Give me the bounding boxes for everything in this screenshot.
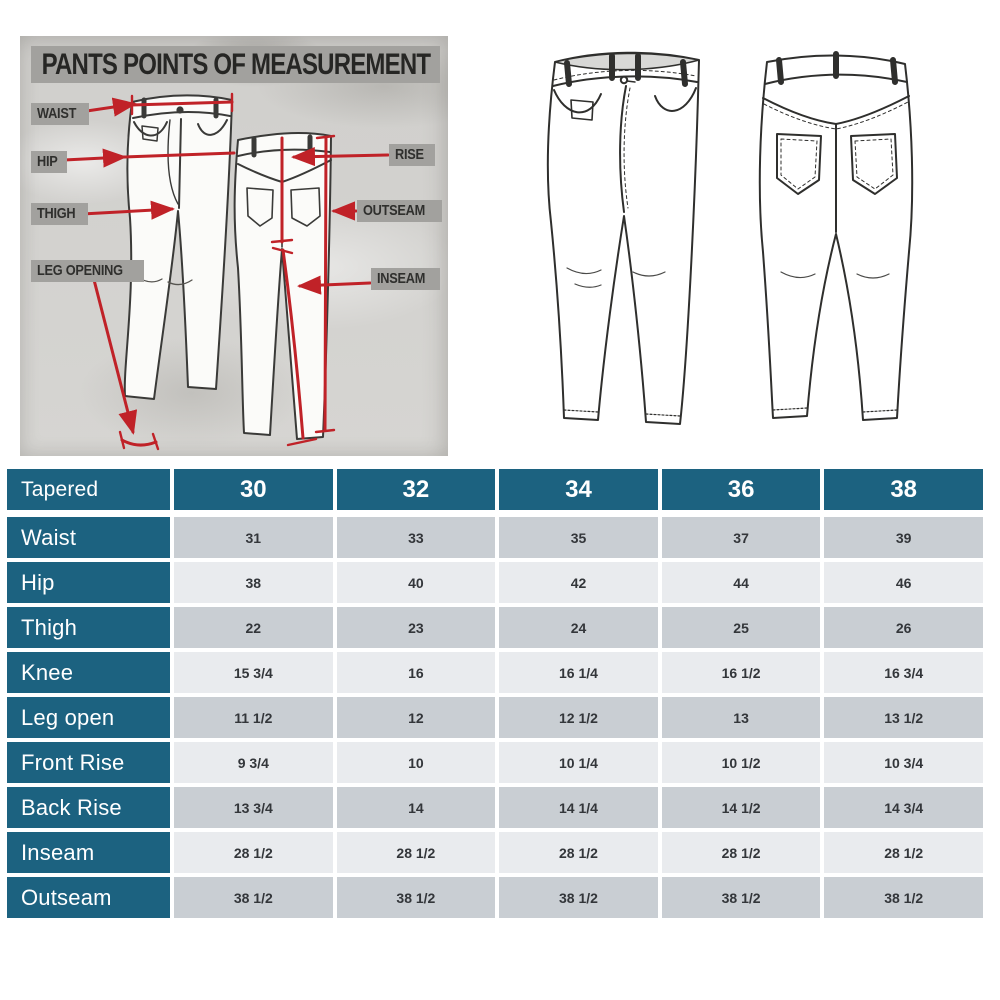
table-row-waist: [7, 517, 983, 558]
measurement-cell: 25: [662, 607, 821, 648]
jeans-flat-sketch: [505, 22, 983, 452]
measurement-cell: 14 3/4: [824, 787, 983, 828]
label-rise: RISE: [389, 144, 435, 166]
measurement-cell: 16 1/4: [499, 652, 658, 693]
table-row-inseam: [7, 832, 983, 873]
row-label: Front Rise: [7, 742, 170, 783]
measurement-cell: 38 1/2: [499, 877, 658, 918]
measurement-cell: 16 1/2: [662, 652, 821, 693]
measurement-cell: 14 1/2: [662, 787, 821, 828]
measurement-cell: 12: [337, 697, 496, 738]
label-waist: WAIST: [31, 103, 89, 125]
measurement-cell: 12 1/2: [499, 697, 658, 738]
measurement-cell: 16: [337, 652, 496, 693]
jeans-flat-sketch-art: [505, 22, 983, 452]
measurement-cell: 13 1/2: [824, 697, 983, 738]
measurement-cell: 14 1/4: [499, 787, 658, 828]
diagram-title: PANTS POINTS OF MEASUREMENT: [41, 47, 430, 81]
size-column-header-32: 32: [337, 469, 496, 510]
measurement-cell: 26: [824, 607, 983, 648]
table-row-knee: [7, 652, 983, 693]
label-thigh: THIGH: [31, 203, 88, 225]
front-pants-sketch: [125, 95, 232, 399]
label-outseam: OUTSEAM: [357, 200, 442, 222]
measurement-cell: 13: [662, 697, 821, 738]
table-fit-label: Tapered: [7, 469, 170, 510]
size-column-header-30: 30: [174, 469, 333, 510]
measurement-cell: 28 1/2: [337, 832, 496, 873]
measurement-cell: 10 1/2: [662, 742, 821, 783]
table-row-outseam: [7, 877, 983, 918]
measurement-cell: 37: [662, 517, 821, 558]
measurement-cell: 38 1/2: [662, 877, 821, 918]
pants-measurement-diagram: [20, 36, 448, 456]
size-column-header-38: 38: [824, 469, 983, 510]
measurement-cell: 38: [174, 562, 333, 603]
measurement-cell: 10 3/4: [824, 742, 983, 783]
measurement-cell: 42: [499, 562, 658, 603]
row-label: Knee: [7, 652, 170, 693]
measurement-cell: 31: [174, 517, 333, 558]
label-inseam: INSEAM: [371, 268, 440, 290]
measurement-cell: 9 3/4: [174, 742, 333, 783]
row-label: Outseam: [7, 877, 170, 918]
measurement-cell: 14: [337, 787, 496, 828]
measurement-cell: 38 1/2: [824, 877, 983, 918]
measurement-cell: 28 1/2: [824, 832, 983, 873]
measurement-cell: 28 1/2: [662, 832, 821, 873]
measurement-cell: 44: [662, 562, 821, 603]
measurement-diagram-art: [20, 36, 448, 456]
measurement-cell: 28 1/2: [174, 832, 333, 873]
table-row-front-rise: [7, 742, 983, 783]
measurement-cell: 22: [174, 607, 333, 648]
label-hip: HIP: [31, 151, 67, 173]
measurement-cell: 39: [824, 517, 983, 558]
label-leg-opening: LEG OPENING: [31, 260, 144, 282]
table-row-back-rise: [7, 787, 983, 828]
size-table-header-row: [7, 469, 983, 510]
table-row-leg-open: [7, 697, 983, 738]
size-column-header-36: 36: [662, 469, 821, 510]
measurement-cell: 13 3/4: [174, 787, 333, 828]
measurement-cell: 10: [337, 742, 496, 783]
measurement-cell: 15 3/4: [174, 652, 333, 693]
row-label: Leg open: [7, 697, 170, 738]
measurement-cell: 24: [499, 607, 658, 648]
measurement-cell: 35: [499, 517, 658, 558]
size-table: [7, 469, 983, 922]
size-column-header-34: 34: [499, 469, 658, 510]
measurement-cell: 11 1/2: [174, 697, 333, 738]
row-label: Hip: [7, 562, 170, 603]
table-row-hip: [7, 562, 983, 603]
diagram-title-bar: [31, 46, 440, 83]
table-row-thigh: [7, 607, 983, 648]
row-label: Back Rise: [7, 787, 170, 828]
jeans-back-view-drawing: [760, 54, 912, 420]
row-label: Waist: [7, 517, 170, 558]
measurement-cell: 33: [337, 517, 496, 558]
measurement-cell: 10 1/4: [499, 742, 658, 783]
measurement-cell: 46: [824, 562, 983, 603]
measurement-cell: 40: [337, 562, 496, 603]
measurement-cell: 38 1/2: [337, 877, 496, 918]
jeans-front-view-drawing: [548, 53, 699, 424]
measurement-cell: 23: [337, 607, 496, 648]
measurement-cell: 38 1/2: [174, 877, 333, 918]
row-label: Thigh: [7, 607, 170, 648]
measurement-cell: 16 3/4: [824, 652, 983, 693]
measurement-cell: 28 1/2: [499, 832, 658, 873]
row-label: Inseam: [7, 832, 170, 873]
